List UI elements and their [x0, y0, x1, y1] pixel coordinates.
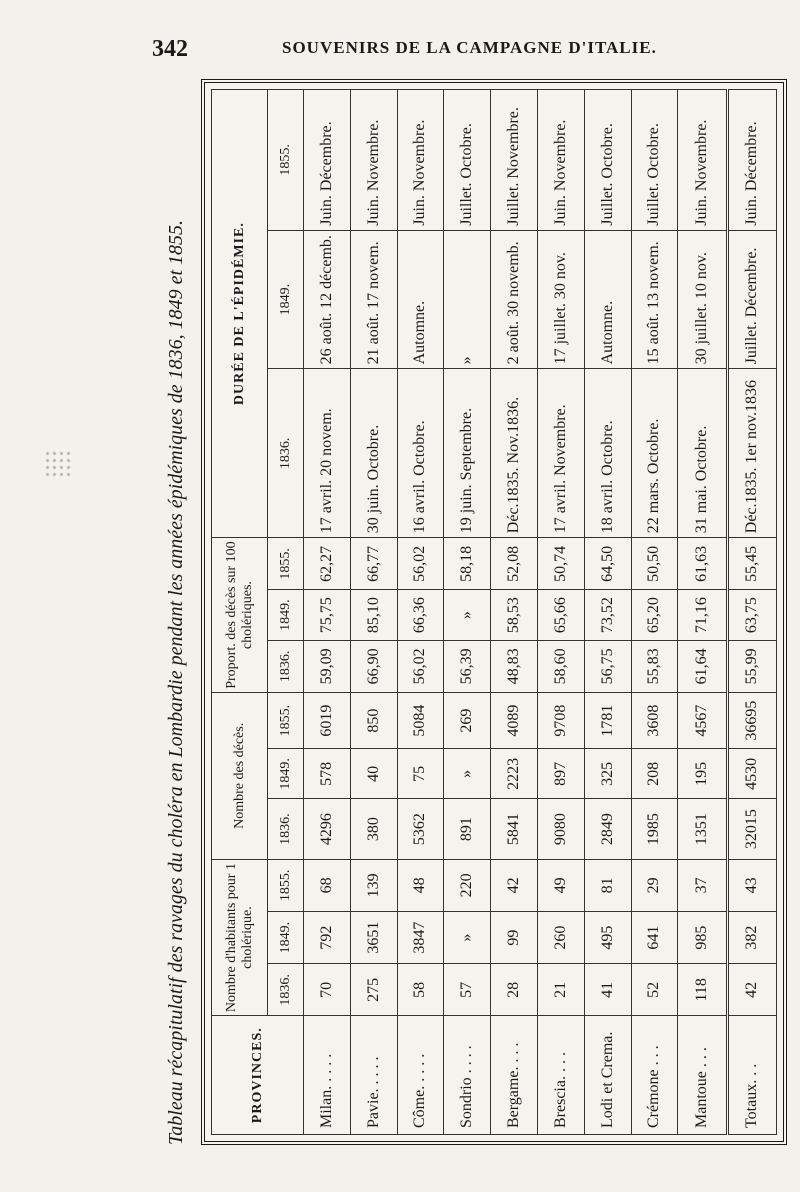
duree-cell: 22 mars. Octobre.	[631, 369, 678, 538]
year-1855: 1855.	[268, 538, 304, 590]
habitants-cell: 139	[350, 859, 397, 911]
proportion-cell: 58,18	[444, 538, 491, 590]
duree-cell: Juillet. Octobre.	[584, 90, 631, 231]
habitants-cell: 792	[304, 911, 351, 963]
table-row	[537, 90, 584, 1135]
table-row	[631, 90, 678, 1135]
province-name: Côme. . . . .	[397, 1016, 444, 1135]
duree-cell: Juin. Décembre.	[304, 90, 351, 231]
duree-cell: Juillet. Octobre.	[631, 90, 678, 231]
habitants-cell: 220	[444, 859, 491, 911]
duree-cell: Automne.	[584, 230, 631, 369]
year-1855: 1855.	[268, 859, 304, 911]
deces-cell: 4567	[678, 692, 727, 748]
proportion-cell: 63,75	[727, 590, 776, 640]
header-provinces: PROVINCES.	[212, 1016, 304, 1135]
proportion-cell: 52,08	[491, 538, 538, 590]
header-habitants: Nombre d'habitants pour 1 cholérique.	[212, 859, 268, 1016]
deces-cell: 2849	[584, 799, 631, 859]
duree-cell: Automne.	[397, 230, 444, 369]
habitants-cell: 52	[631, 964, 678, 1016]
duree-cell: Juin. Novembre.	[678, 90, 727, 231]
proportion-cell: 61,64	[678, 640, 727, 692]
province-name: Bergame. . . .	[491, 1016, 538, 1135]
province-name: Totaux. . .	[727, 1016, 776, 1135]
deces-cell: »	[444, 749, 491, 799]
table-row	[491, 90, 538, 1135]
province-name: Sondrio . . . .	[444, 1016, 491, 1135]
total-row	[727, 90, 776, 1135]
habitants-cell: 42	[727, 964, 776, 1016]
duree-cell: Déc.1835. Nov.1836.	[491, 369, 538, 538]
proportion-cell: »	[444, 590, 491, 640]
habitants-cell: 70	[304, 964, 351, 1016]
deces-cell: 40	[350, 749, 397, 799]
rotated-table-block	[155, 75, 795, 1145]
proportion-cell: 65,20	[631, 590, 678, 640]
deces-cell: 891	[444, 799, 491, 859]
duree-cell: 17 avril. Novembre.	[537, 369, 584, 538]
province-name: Milan. . . . .	[304, 1016, 351, 1135]
habitants-cell: »	[444, 911, 491, 963]
year-1849: 1849.	[268, 911, 304, 963]
proportion-cell: 50,50	[631, 538, 678, 590]
proportion-cell: 59,09	[304, 640, 351, 692]
table-frame	[201, 79, 787, 1145]
duree-cell: Juillet. Novembre.	[491, 90, 538, 231]
habitants-cell: 43	[727, 859, 776, 911]
deces-cell: 1781	[584, 692, 631, 748]
duree-cell: 17 avril. 20 novem.	[304, 369, 351, 538]
habitants-cell: 68	[304, 859, 351, 911]
year-header-row	[268, 90, 304, 1135]
year-1849: 1849.	[268, 749, 304, 799]
proportion-cell: 62,27	[304, 538, 351, 590]
duree-cell: Juin. Novembre.	[397, 90, 444, 231]
deces-cell: 4089	[491, 692, 538, 748]
proportion-cell: 55,83	[631, 640, 678, 692]
table-row	[397, 90, 444, 1135]
duree-cell: Juin. Novembre.	[350, 90, 397, 231]
habitants-cell: 260	[537, 911, 584, 963]
duree-cell: 21 août. 17 novem.	[350, 230, 397, 369]
proportion-cell: 55,99	[727, 640, 776, 692]
year-1836: 1836.	[268, 369, 304, 538]
province-name: Crémone . . .	[631, 1016, 678, 1135]
cholera-table	[211, 89, 777, 1135]
proportion-cell: 56,39	[444, 640, 491, 692]
habitants-cell: 42	[491, 859, 538, 911]
habitants-cell: 81	[584, 859, 631, 911]
deces-cell: 2223	[491, 749, 538, 799]
proportion-cell: 75,75	[304, 590, 351, 640]
deces-cell: 269	[444, 692, 491, 748]
proportion-cell: 73,52	[584, 590, 631, 640]
habitants-cell: 99	[491, 911, 538, 963]
habitants-cell: 48	[397, 859, 444, 911]
habitants-cell: 21	[537, 964, 584, 1016]
deces-cell: 32015	[727, 799, 776, 859]
proportion-cell: 85,10	[350, 590, 397, 640]
duree-cell: Juillet. Octobre.	[444, 90, 491, 231]
header-proportion: Proport. des décès sur 100 cholériques.	[212, 538, 268, 693]
duree-cell: 31 mai. Octobre.	[678, 369, 727, 538]
habitants-cell: 58	[397, 964, 444, 1016]
year-1855: 1855.	[268, 692, 304, 748]
table-row	[678, 90, 727, 1135]
duree-cell: »	[444, 230, 491, 369]
proportion-cell: 66,77	[350, 538, 397, 590]
ink-smudge	[44, 450, 74, 476]
duree-cell: 2 août. 30 novemb.	[491, 230, 538, 369]
province-name: Mantoue . . .	[678, 1016, 727, 1135]
duree-cell: 30 juin. Octobre.	[350, 369, 397, 538]
province-name: Lodi et Crema.	[584, 1016, 631, 1135]
habitants-cell: 57	[444, 964, 491, 1016]
proportion-cell: 65,66	[537, 590, 584, 640]
table-row	[444, 90, 491, 1135]
duree-cell: 30 juillet. 10 nov.	[678, 230, 727, 369]
habitants-cell: 37	[678, 859, 727, 911]
proportion-cell: 71,16	[678, 590, 727, 640]
deces-cell: 4530	[727, 749, 776, 799]
habitants-cell: 28	[491, 964, 538, 1016]
deces-cell: 5841	[491, 799, 538, 859]
habitants-cell: 495	[584, 911, 631, 963]
deces-cell: 9080	[537, 799, 584, 859]
deces-cell: 75	[397, 749, 444, 799]
running-head: SOUVENIRS DE LA CAMPAGNE D'ITALIE.	[282, 38, 657, 57]
page-number: 342	[152, 36, 188, 62]
deces-cell: 380	[350, 799, 397, 859]
header-duree: DURÉE DE L'ÉPIDÉMIE.	[212, 90, 268, 538]
table-caption: Tableau récapitulatif des ravages du choléra en Lombardie pendant les années épidémiques de 1836, 1849 et 1855.	[165, 219, 187, 1145]
proportion-cell: 61,63	[678, 538, 727, 590]
deces-cell: 36695	[727, 692, 776, 748]
proportion-cell: 58,60	[537, 640, 584, 692]
proportion-cell: 56,02	[397, 538, 444, 590]
proportion-cell: 64,50	[584, 538, 631, 590]
proportion-cell: 58,53	[491, 590, 538, 640]
habitants-cell: 3651	[350, 911, 397, 963]
deces-cell: 578	[304, 749, 351, 799]
year-1855: 1855.	[268, 90, 304, 231]
table-row	[584, 90, 631, 1135]
proportion-cell: 55,45	[727, 538, 776, 590]
duree-cell: 15 août. 13 novem.	[631, 230, 678, 369]
deces-cell: 9708	[537, 692, 584, 748]
deces-cell: 5362	[397, 799, 444, 859]
proportion-cell: 50,74	[537, 538, 584, 590]
year-1849: 1849.	[268, 230, 304, 369]
duree-cell: 19 juin. Septembre.	[444, 369, 491, 538]
deces-cell: 897	[537, 749, 584, 799]
deces-cell: 1985	[631, 799, 678, 859]
deces-cell: 6019	[304, 692, 351, 748]
deces-cell: 4296	[304, 799, 351, 859]
duree-cell: Juin. Décembre.	[727, 90, 776, 231]
province-name: Pavie. . . . .	[350, 1016, 397, 1135]
deces-cell: 1351	[678, 799, 727, 859]
duree-cell: 18 avril. Octobre.	[584, 369, 631, 538]
duree-cell: Juin. Novembre.	[537, 90, 584, 231]
table-row	[350, 90, 397, 1135]
year-1836: 1836.	[268, 964, 304, 1016]
deces-cell: 3608	[631, 692, 678, 748]
deces-cell: 850	[350, 692, 397, 748]
duree-cell: Déc.1835. 1er nov.1836	[727, 369, 776, 538]
habitants-cell: 3847	[397, 911, 444, 963]
duree-cell: 26 août. 12 décemb.	[304, 230, 351, 369]
proportion-cell: 56,75	[584, 640, 631, 692]
header-deces: Nombre des décès.	[212, 692, 268, 859]
table-row	[304, 90, 351, 1135]
proportion-cell: 48,83	[491, 640, 538, 692]
proportion-cell: 56,02	[397, 640, 444, 692]
deces-cell: 5084	[397, 692, 444, 748]
proportion-cell: 66,36	[397, 590, 444, 640]
habitants-cell: 41	[584, 964, 631, 1016]
habitants-cell: 985	[678, 911, 727, 963]
habitants-cell: 275	[350, 964, 397, 1016]
habitants-cell: 641	[631, 911, 678, 963]
year-1849: 1849.	[268, 590, 304, 640]
year-1836: 1836.	[268, 799, 304, 859]
year-1836: 1836.	[268, 640, 304, 692]
duree-cell: Juillet. Décembre.	[727, 230, 776, 369]
proportion-cell: 66,90	[350, 640, 397, 692]
habitants-cell: 29	[631, 859, 678, 911]
habitants-cell: 118	[678, 964, 727, 1016]
duree-cell: 17 juillet. 30 nov.	[537, 230, 584, 369]
province-name: Brescia. . . .	[537, 1016, 584, 1135]
habitants-cell: 382	[727, 911, 776, 963]
deces-cell: 325	[584, 749, 631, 799]
duree-cell: 16 avril. Octobre.	[397, 369, 444, 538]
deces-cell: 195	[678, 749, 727, 799]
habitants-cell: 49	[537, 859, 584, 911]
deces-cell: 208	[631, 749, 678, 799]
